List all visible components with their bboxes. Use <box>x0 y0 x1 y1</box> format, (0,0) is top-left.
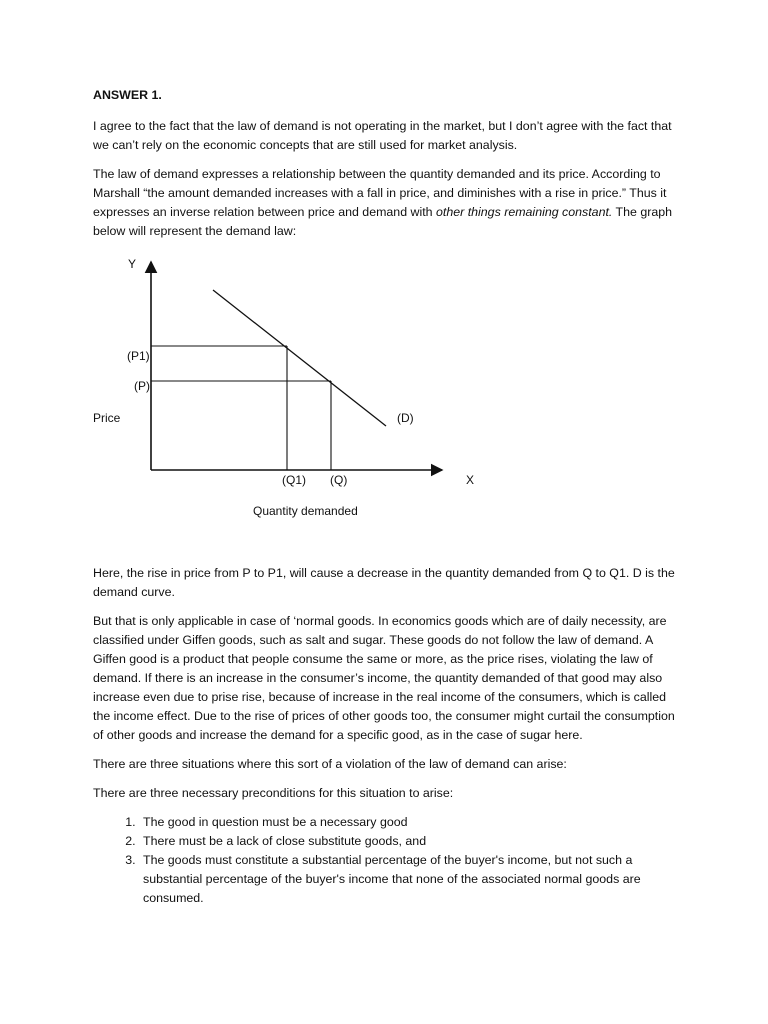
paragraph-preconditions: There are three necessary preconditions for this situation to arise: <box>93 786 454 800</box>
document-body-continued <box>93 564 678 908</box>
paragraph-giffen-goods: But that is only applicable in case of ‘normal goods. In economics goods which are of daily necessity, are classified under Giffen goods, such as salt and sugar. These goods do not follow the law of demand. A Giffen good is a product that people consume the same or more, as the price rises, violating the law of demand. If there is an increase in the consumer’s income, the quantity demanded of that good may also increase even due to prise rise, because of increase in the real income of the consumers, which is called the income effect. Due to the rise of prices of other goods too, the consumer might curtail the consumption of other goods and increase the demand for a specific good, as in the case of sugar here. <box>93 614 675 742</box>
preconditions-list <box>93 813 678 908</box>
p1-label: (P1) <box>127 349 150 363</box>
q1-label: (Q1) <box>282 473 306 487</box>
list-item: 2. There must be a lack of close substitute goods, and <box>139 832 678 851</box>
price-label: Price <box>93 411 121 425</box>
x-axis-label: X <box>466 473 475 487</box>
law-text-start: The law of demand expresses a relationship between the quantity demanded and its price. According to Marshall “the amount demanded increases with a fall in price, and diminishes with a rise in price.” Thus it expresses an inverse relation between price and demand with <box>93 167 667 219</box>
p-label: (P) <box>134 379 150 393</box>
law-text-end: The graph below will represent the demand law: <box>93 205 673 238</box>
list-item: 3. The goods must constitute a substantial percentage of the buyer's income, but not such a substantial percentage of the buyer's income that none of the associated normal goods are consumed. <box>139 851 678 908</box>
paragraph-price-rise: Here, the rise in price from P to P1, will cause a decrease in the quantity demanded from Q to Q1. D is the demand curve. <box>93 566 675 599</box>
paragraph-situations: There are three situations where this sort of a violation of the law of demand can arise: <box>93 757 567 771</box>
answer-heading: ANSWER 1. <box>93 88 162 102</box>
y-axis-label: Y <box>128 257 137 271</box>
list-item: 1. The good in question must be a necessary good <box>139 813 678 832</box>
x-axis-title: Quantity demanded <box>253 504 358 518</box>
curve-label: (D) <box>397 411 414 425</box>
demand-curve <box>213 290 386 426</box>
law-text-italic: other things remaining constant. <box>436 205 613 219</box>
paragraph-agreement: I agree to the fact that the law of demand is not operating in the market, but I don’t agree with the fact that we can’t rely on the economic concepts that are still used for market analysis. <box>93 119 672 152</box>
q-label: (Q) <box>330 473 348 487</box>
